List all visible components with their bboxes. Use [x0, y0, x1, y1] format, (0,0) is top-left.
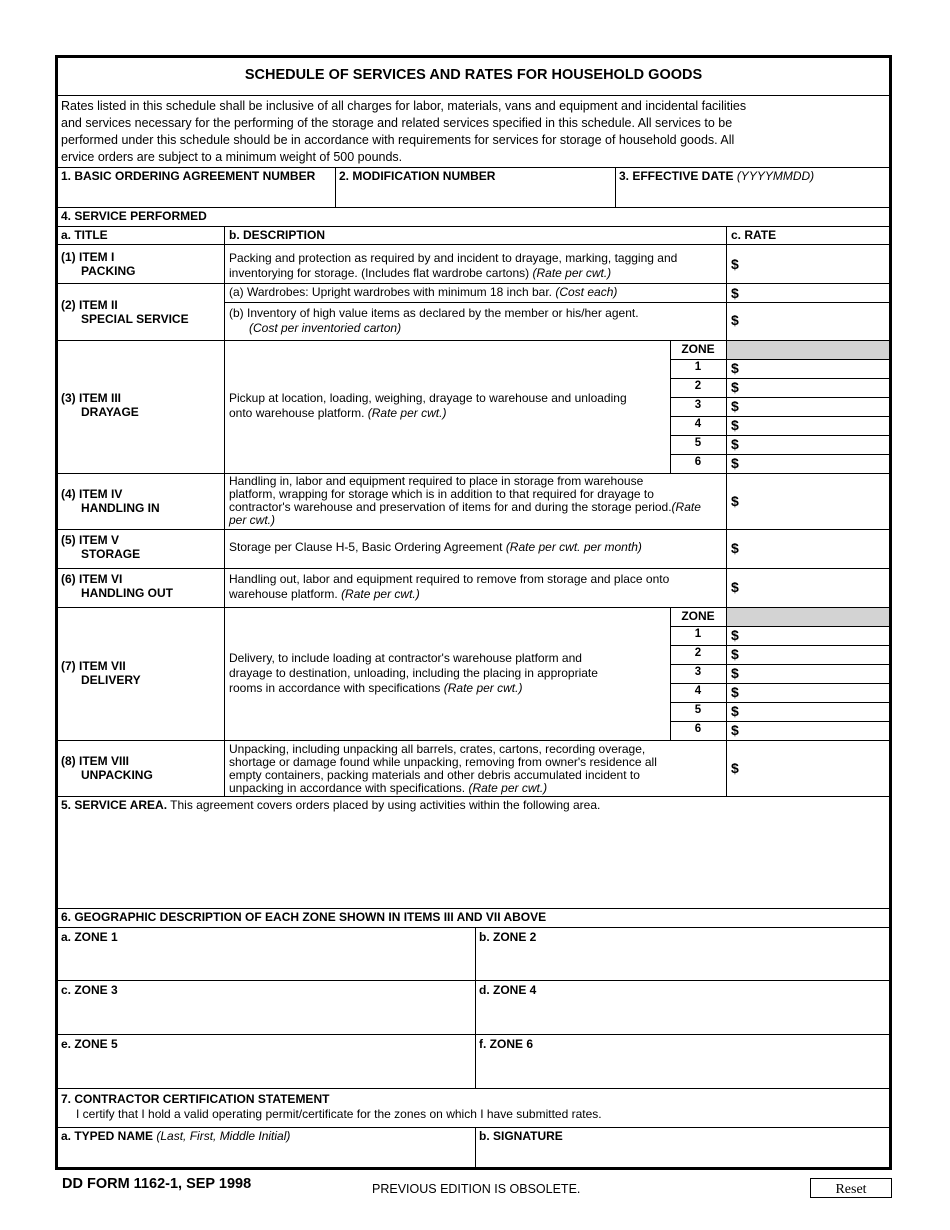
field-effective-date-label — [619, 169, 814, 183]
item-3-zone-5-rate-input[interactable] — [743, 436, 889, 454]
form-number: DD FORM 1162-1, SEP 1998 — [62, 1176, 252, 1192]
item-2b-rate-dollar: $ — [731, 312, 739, 328]
intro-line: Rates listed in this schedule shall be inclusive of all charges for labor, materials, vans and equipment and incidental facilities — [61, 99, 747, 113]
item-5-rate-dollar: $ — [731, 540, 739, 556]
section-6-label: 6. GEOGRAPHIC DESCRIPTION OF EACH ZONE SHOWN IN ITEMS III AND VII ABOVE — [61, 910, 547, 924]
item-6-title — [61, 572, 173, 600]
desc-line: shortage or damage found while unpacking, removing from owner's residence all — [229, 755, 657, 769]
item-3-title — [61, 391, 139, 419]
item-8-rate-dollar: $ — [731, 760, 739, 776]
item-7-zone-6-rate-input[interactable] — [743, 722, 889, 740]
divider — [58, 167, 889, 168]
item-2a-rate-input[interactable] — [743, 284, 889, 302]
typed-name-hint: (Last, First, Middle Initial) — [153, 1129, 291, 1143]
item-6-rate-dollar: $ — [731, 579, 739, 595]
item-7-zone-1-dollar: $ — [731, 627, 739, 643]
desc-line — [229, 782, 657, 795]
item-3-zone-6: 6 — [694, 456, 702, 468]
item-2b-rate-input[interactable] — [743, 304, 889, 340]
item-3-zone-2: 2 — [694, 380, 702, 392]
item-3-zone-6-rate-input[interactable] — [743, 455, 889, 473]
service-area-input[interactable] — [58, 814, 889, 908]
typed-name-title: a. TYPED NAME — [61, 1129, 154, 1143]
item-7-zone-3: 3 — [694, 666, 702, 678]
item-3-rate-header-shade — [727, 341, 889, 359]
signature-input[interactable] — [476, 1144, 889, 1170]
item-8-name: UNPACKING — [81, 768, 153, 782]
column-description-header: b. DESCRIPTION — [229, 228, 326, 242]
item-2-title — [61, 298, 189, 326]
obsolete-notice: PREVIOUS EDITION IS OBSOLETE. — [372, 1182, 581, 1196]
section-5-title: 5. SERVICE AREA. — [61, 798, 168, 812]
agreement-number-input[interactable] — [58, 182, 335, 207]
desc-line: Packing and protection as required by and incident to drayage, marking, tagging and — [229, 251, 678, 265]
section-4-label: 4. SERVICE PERFORMED — [61, 209, 207, 223]
item-7-description — [229, 651, 598, 696]
desc-line: Unpacking, including unpacking all barrels, crates, cartons, recording overage, — [229, 742, 646, 756]
form-frame — [55, 55, 892, 1170]
zone-6-input[interactable] — [476, 1052, 889, 1088]
item-3-zone-1: 1 — [694, 361, 702, 373]
zone-1-label: a. ZONE 1 — [61, 930, 118, 944]
item-7-number: (7) ITEM VII — [61, 659, 126, 673]
desc-unit: (Rate per cwt. per month) — [505, 540, 642, 554]
desc-line — [229, 266, 677, 281]
item-7-zone-5-dollar: $ — [731, 703, 739, 719]
item-7-zone-2-dollar: $ — [731, 646, 739, 662]
item-3-zone-2-rate-input[interactable] — [743, 379, 889, 397]
zone-5-label: e. ZONE 5 — [61, 1037, 118, 1051]
item-3-zone-3-dollar: $ — [731, 398, 739, 414]
desc-unit: (Rate per cwt.) — [443, 681, 523, 695]
section-7-statement: I certify that I hold a valid operating permit/certificate for the zones on which I have submitted rates. — [76, 1107, 602, 1121]
item-5-number: (5) ITEM V — [61, 533, 120, 547]
field-modification-number-label: 2. MODIFICATION NUMBER — [339, 169, 496, 183]
divider — [58, 95, 889, 96]
desc-text: inventorying for storage. (Includes flat wardrobe cartons) — [229, 266, 533, 280]
item-7-zone-4-dollar: $ — [731, 684, 739, 700]
reset-button[interactable]: Reset — [810, 1178, 892, 1198]
item-7-zone-1-rate-input[interactable] — [743, 627, 889, 645]
item-6-number: (6) ITEM VI — [61, 572, 123, 586]
desc-unit: (Rate per cwt.) — [341, 587, 420, 601]
item-2-name: SPECIAL SERVICE — [81, 312, 189, 326]
item-8-title — [61, 754, 153, 782]
column-rate-header: c. RATE — [731, 228, 777, 242]
desc-unit: (Rate — [671, 500, 701, 514]
item-7-name: DELIVERY — [81, 673, 141, 687]
item-7-zone-3-rate-input[interactable] — [743, 665, 889, 683]
zone-4-label: d. ZONE 4 — [479, 983, 537, 997]
item-7-zone-3-dollar: $ — [731, 665, 739, 681]
item-7-zone-5-rate-input[interactable] — [743, 703, 889, 721]
item-5-name: STORAGE — [81, 547, 141, 561]
item-4-title — [61, 487, 160, 515]
item-1-description — [229, 251, 677, 281]
intro-text — [61, 98, 886, 166]
item-4-description — [229, 475, 701, 527]
desc-line: (b) Inventory of high value items as declared by the member or his/her agent. — [229, 306, 639, 320]
desc-line — [229, 587, 669, 602]
desc-text: contractor's warehouse and preservation of items for and during the storage period. — [229, 500, 672, 514]
item-1-number: (1) ITEM I — [61, 250, 115, 264]
item-3-zone-3: 3 — [694, 399, 702, 411]
item-8-description — [229, 743, 657, 795]
item-4-number: (4) ITEM IV — [61, 487, 123, 501]
item-4-name: HANDLING IN — [81, 501, 160, 515]
desc-unit: (Rate per cwt.) — [532, 266, 612, 280]
zone-6-label: f. ZONE 6 — [479, 1037, 534, 1051]
desc-text: onto warehouse platform. — [229, 406, 368, 420]
desc-line: Delivery, to include loading at contractor's warehouse platform and — [229, 651, 582, 665]
item-2a-rate-dollar: $ — [731, 285, 739, 301]
desc-text: Storage per Clause H-5, Basic Ordering Agreement — [229, 540, 506, 554]
desc-text: rooms in accordance with specifications — [229, 681, 444, 695]
item-3-zone-5-dollar: $ — [731, 436, 739, 452]
item-4-rate-input[interactable] — [743, 475, 889, 529]
item-7-rate-header-shade — [727, 608, 889, 626]
item-3-zone-1-rate-input[interactable] — [743, 360, 889, 378]
effective-date-input[interactable] — [616, 182, 889, 207]
item-1-rate-input[interactable] — [743, 246, 889, 282]
item-3-name: DRAYAGE — [81, 405, 139, 419]
item-5-title — [61, 533, 140, 561]
desc-line — [229, 681, 598, 696]
desc-line: empty containers, packing materials and other debris accumulated incident to — [229, 768, 640, 782]
signature-label: b. SIGNATURE — [479, 1129, 563, 1143]
desc-unit: (Rate per cwt.) — [468, 781, 548, 795]
item-5-rate-input[interactable] — [743, 531, 889, 568]
desc-line — [229, 501, 701, 514]
item-3-zone-4: 4 — [694, 418, 702, 430]
intro-line: ervice orders are subject to a minimum weight of 500 pounds. — [61, 150, 403, 164]
item-2a-description — [229, 286, 617, 299]
item-3-zone-3-rate-input[interactable] — [743, 398, 889, 416]
typed-name-label — [61, 1129, 290, 1143]
desc-text: (a) Wardrobes: Upright wardrobes with minimum 18 inch bar. — [229, 285, 556, 299]
item-4-rate-dollar: $ — [731, 493, 739, 509]
zone-5-input[interactable] — [58, 1052, 475, 1088]
column-title-header: a. TITLE — [61, 228, 108, 242]
item-5-description — [229, 541, 642, 554]
typed-name-input[interactable] — [58, 1144, 475, 1170]
item-3-zone-2-dollar: $ — [731, 379, 739, 395]
item-3-zone-1-dollar: $ — [731, 360, 739, 376]
desc-line: Handling out, labor and equipment required to remove from storage and place onto — [229, 572, 670, 586]
desc-unit: (Cost per inventoried carton) — [249, 321, 402, 335]
item-2b-description — [229, 306, 639, 336]
modification-number-input[interactable] — [336, 182, 615, 207]
item-6-name: HANDLING OUT — [81, 586, 173, 600]
item-7-zone-4-rate-input[interactable] — [743, 684, 889, 702]
desc-line: Handling in, labor and equipment required to place in storage from warehouse — [229, 474, 644, 488]
zone-2-input[interactable] — [476, 944, 889, 980]
item-8-rate-input[interactable] — [743, 742, 889, 796]
item-7-zone-4: 4 — [694, 685, 702, 697]
zone-4-input[interactable] — [476, 998, 889, 1034]
desc-line: drayage to destination, unloading, including the placing in appropriate — [229, 666, 598, 680]
item-7-zone-1: 1 — [694, 628, 702, 640]
effective-date-text: 3. EFFECTIVE DATE — [619, 169, 734, 183]
item-7-title — [61, 659, 141, 687]
form-title: SCHEDULE OF SERVICES AND RATES FOR HOUSEHOLD GOODS — [244, 67, 703, 83]
item-3-number: (3) ITEM III — [61, 391, 121, 405]
item-7-zone-5: 5 — [694, 704, 702, 716]
item-6-rate-input[interactable] — [743, 570, 889, 607]
section-5-text: This agreement covers orders placed by using activities within the following area. — [167, 798, 601, 812]
item-7-zone-6-dollar: $ — [731, 722, 739, 738]
zone-3-input[interactable] — [58, 998, 475, 1034]
zone-2-label: b. ZONE 2 — [479, 930, 537, 944]
item-3-zone-header: ZONE — [681, 342, 715, 356]
item-7-zone-2-rate-input[interactable] — [743, 646, 889, 664]
item-3-zone-5: 5 — [694, 437, 702, 449]
item-3-zone-4-dollar: $ — [731, 417, 739, 433]
desc-unit: per cwt.) — [229, 513, 276, 527]
item-3-zone-4-rate-input[interactable] — [743, 417, 889, 435]
item-7-zone-6: 6 — [694, 723, 702, 735]
section-5-label — [61, 798, 600, 812]
desc-line: platform, wrapping for storage which is in addition to that required for drayage to — [229, 487, 654, 501]
item-1-name: PACKING — [81, 264, 136, 278]
item-1-title — [61, 250, 135, 278]
desc-line: Pickup at location, loading, weighing, drayage to warehouse and unloading — [229, 391, 627, 405]
item-3-description — [229, 391, 627, 421]
desc-unit: (Cost each) — [555, 285, 618, 299]
intro-line: performed under this schedule should be in accordance with requirements for services for storage of household goods. All — [61, 133, 735, 147]
zone-1-input[interactable] — [58, 944, 475, 980]
item-6-description — [229, 572, 669, 602]
desc-line — [229, 406, 627, 421]
item-1-rate-dollar: $ — [731, 256, 739, 272]
field-agreement-number-label: 1. BASIC ORDERING AGREEMENT NUMBER — [61, 169, 316, 183]
item-7-zone-header: ZONE — [681, 609, 715, 623]
intro-line: and services necessary for the performing of the storage and related services specified in this schedule. All services to be — [61, 116, 733, 130]
zone-3-label: c. ZONE 3 — [61, 983, 118, 997]
effective-date-hint: (YYYYMMDD) — [736, 169, 815, 183]
desc-unit: (Rate per cwt.) — [367, 406, 447, 420]
item-8-number: (8) ITEM VIII — [61, 754, 130, 768]
desc-text: unpacking in accordance with specifications. — [229, 781, 469, 795]
item-2-number: (2) ITEM II — [61, 298, 118, 312]
item-7-zone-2: 2 — [694, 647, 702, 659]
item-3-zone-6-dollar: $ — [731, 455, 739, 471]
section-7-label: 7. CONTRACTOR CERTIFICATION STATEMENT — [61, 1092, 330, 1106]
desc-text: warehouse platform. — [229, 587, 342, 601]
